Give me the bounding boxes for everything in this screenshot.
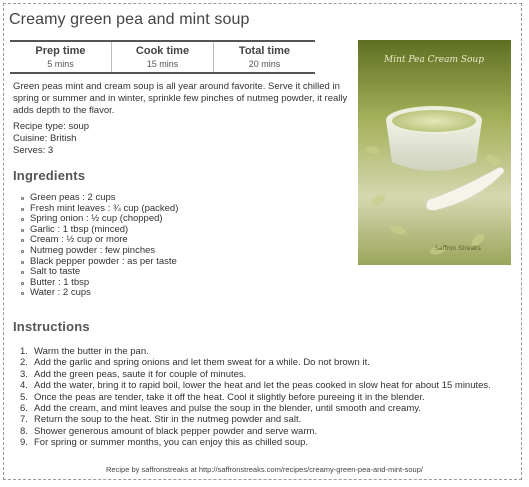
instruction-text: Return the soup to the heat. Stir in the nutmeg powder and salt. [34,414,302,426]
ingredient-item: Cream : ½ cup or more [20,235,178,246]
ingredient-item: Garlic : 1 tbsp (minced) [20,225,178,236]
instruction-text: For spring or summer months, you can enjoy this as chilled soup. [34,437,309,449]
instruction-text: Once the peas are tender, take it off the heat. Cool it slightly before pureeing it in the blender. [34,391,425,403]
ingredients-list [20,193,178,299]
instruction-step: 7. Return the soup to the heat. Stir in the nutmeg powder and salt. [20,414,302,426]
total-time-value: 20 mins [248,59,281,69]
instruction-step: 8. Shower generous amount of black pepper powder and serve warm. [20,425,318,437]
instruction-text: Add the cream, and mint leaves and pulse the soup in the blender, until smooth and creamy. [34,403,421,415]
ingredient-item: Nutmeg powder : few pinches [20,246,178,257]
ingredient-item: Spring onion : ½ cup (chopped) [20,214,178,225]
recipe-title: Creamy green pea and mint soup [9,11,250,28]
recipe-type: Recipe type: soup [13,121,90,132]
instruction-step: 6. Add the cream, and mint leaves and pulse the soup in the blender, until smooth and creamy. [20,403,421,415]
instruction-text: Warm the butter in the pan. [34,346,149,357]
total-time-label: Total time [238,45,291,57]
ingredient-item: Water : 2 cups [20,288,178,299]
recipe-summary: Green peas mint and cream soup is all year around favorite. Serve it chilled in spring or summer and in winter, sprinkle few pinches of nutmeg powder, it really adds depth to the flavor. [13,81,348,116]
ingredient-item: Green peas : 2 cups [20,193,178,204]
cook-time-value: 15 mins [146,59,179,69]
cook-time [111,42,213,72]
recipe-meta [13,121,89,157]
instructions-list [20,346,500,449]
prep-time-value: 5 mins [47,59,74,69]
instruction-text: Add the green peas, saute it for couple of minutes. [34,368,247,380]
ingredient-item: Butter : 1 tbsp [20,278,178,289]
total-time [213,42,315,72]
ingredient-item: Black pepper powder : as per taste [20,257,178,268]
photo-overlay-text: Mint Pea Cream Soup [384,55,484,65]
instruction-step: 1. Warm the butter in the pan. [20,346,149,357]
ingredient-item: Salt to taste [20,267,178,278]
ingredients-heading: Ingredients [13,168,86,183]
instruction-text: Shower generous amount of black pepper powder and serve warm. [34,425,318,437]
photo-watermark: Saffron Streaks [435,245,481,252]
prep-time [10,42,111,72]
instruction-step: 4. Add the water, bring it to rapid boil, lower the heat and let the peas cooked in slow heat for about 15 minutes. [20,380,491,392]
cook-time-label: Cook time [135,45,190,57]
instruction-text: Add the garlic and spring onions and let them sweat for a while. Do not brown it. [34,357,370,369]
instruction-step: 2. Add the garlic and spring onions and let them sweat for a while. Do not brown it. [20,357,370,369]
recipe-cuisine: Cuisine: British [13,133,77,144]
time-summary [10,40,315,74]
recipe-serves: Serves: 3 [13,145,54,156]
instruction-text: Add the water, bring it to rapid boil, lower the heat and let the peas cooked in slow heat for about 15 minutes. [34,380,491,392]
instruction-step: 9. For spring or summer months, you can enjoy this as chilled soup. [20,437,309,449]
instruction-step: 3. Add the green peas, saute it for couple of minutes. [20,368,247,380]
recipe-credit: Recipe by saffronstreaks at http://saffronstreaks.com/recipes/creamy-green-pea-and-mint-soup/ [106,465,423,474]
recipe-photo [358,40,511,265]
instruction-step: 5. Once the peas are tender, take it off the heat. Cool it slightly before pureeing it in the blender. [20,391,425,403]
instructions-heading: Instructions [13,319,90,334]
prep-time-label: Prep time [35,45,86,57]
ingredient-item: Fresh mint leaves : ¾ cup (packed) [20,204,178,215]
